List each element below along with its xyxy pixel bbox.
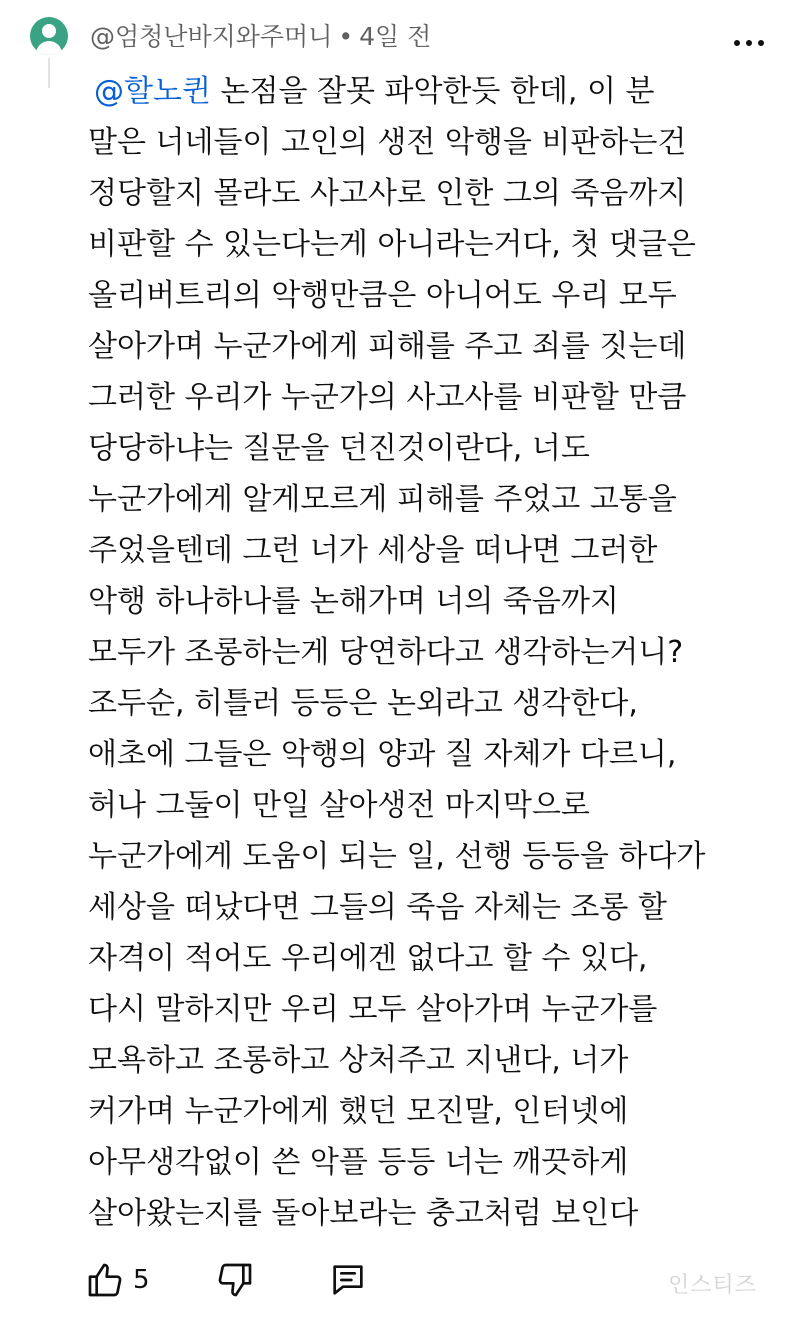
comment-time: 4일 전 — [359, 22, 432, 51]
comment-line: 누군가에게 알게모르게 피해를 주었고 고통을 — [88, 482, 677, 517]
watermark: 인스티즈 — [668, 1273, 758, 1298]
avatar-icon[interactable] — [30, 17, 68, 55]
comment-actions — [85, 1260, 385, 1300]
comment-line: 자격이 적어도 우리에겐 없다고 할 수 있다, — [88, 941, 648, 976]
more-dot — [746, 40, 752, 46]
comment-line: 그러한 우리가 누군가의 사고사를 비판할 만큼 — [88, 380, 687, 415]
reply-comment-icon[interactable] — [328, 1260, 368, 1304]
avatar-body — [36, 41, 62, 55]
comment-line: 악행 하나하나를 논해가며 너의 죽음까지 — [88, 584, 619, 619]
comment-header — [90, 18, 431, 56]
comment-line: 모욕하고 조롱하고 상처주고 지낸다, 너가 — [88, 1043, 629, 1078]
like-count: 5 — [133, 1265, 150, 1295]
thread-line — [48, 58, 50, 88]
more-vert-icon[interactable] — [734, 40, 764, 46]
author-name[interactable]: @엄청난바지와주머니 — [90, 22, 333, 51]
comment-body — [88, 66, 778, 1239]
comment-line: 말은 너네들이 고인의 생전 악행을 비판하는건 — [88, 125, 687, 160]
thumb-up-icon[interactable] — [85, 1260, 125, 1304]
comment-line — [88, 66, 778, 117]
more-dot — [734, 40, 740, 46]
comment-line: 조두순, 히틀러 등등은 논외라고 생각한다, — [88, 686, 638, 721]
comment-line: 허나 그둘이 만일 살아생전 마지막으로 — [88, 788, 590, 823]
comment-line: 애초에 그들은 악행의 양과 질 자체가 다르니, — [88, 737, 677, 772]
more-dot — [758, 40, 764, 46]
comment-line: 커가며 누군가에게 했던 모진말, 인터넷에 — [88, 1094, 629, 1129]
comment-line: 비판할 수 있는다는게 아니라는거다, 첫 댓글은 — [88, 227, 696, 262]
comment-line: 모두가 조롱하는게 당연하다고 생각하는거니? — [88, 635, 684, 670]
comment-line: 살아가며 누군가에게 피해를 주고 죄를 짓는데 — [88, 329, 687, 364]
thumb-down-icon[interactable] — [215, 1260, 255, 1304]
comment-line: 다시 말하지만 우리 모두 살아가며 누군가를 — [88, 992, 658, 1027]
comment-line: 아무생각없이 쓴 악플 등등 너는 깨끗하게 — [88, 1145, 629, 1180]
comment-line: 주었을텐데 그런 너가 세상을 떠나면 그러한 — [88, 533, 658, 568]
comment-line: 누군가에게 도움이 되는 일, 선행 등등을 하다가 — [88, 839, 706, 874]
avatar-head — [42, 24, 56, 38]
comment-line: 정당할지 몰라도 사고사로 인한 그의 죽음까지 — [88, 176, 687, 211]
meta-separator: • — [338, 22, 354, 51]
comment-line-text: 논점을 잘못 파악한듯 한데, 이 분 — [220, 74, 655, 109]
comment-line: 올리버트리의 악행만큼은 아니어도 우리 모두 — [88, 278, 677, 313]
comment-line: 당당하냐는 질문을 던진것이란다, 너도 — [88, 431, 590, 466]
comment-line: 살아왔는지를 돌아보라는 충고처럼 보인다 — [88, 1196, 639, 1231]
comment-line: 세상을 떠났다면 그들의 죽음 자체는 조롱 할 — [88, 890, 667, 925]
mention-link[interactable]: @할노퀸 — [94, 74, 211, 109]
